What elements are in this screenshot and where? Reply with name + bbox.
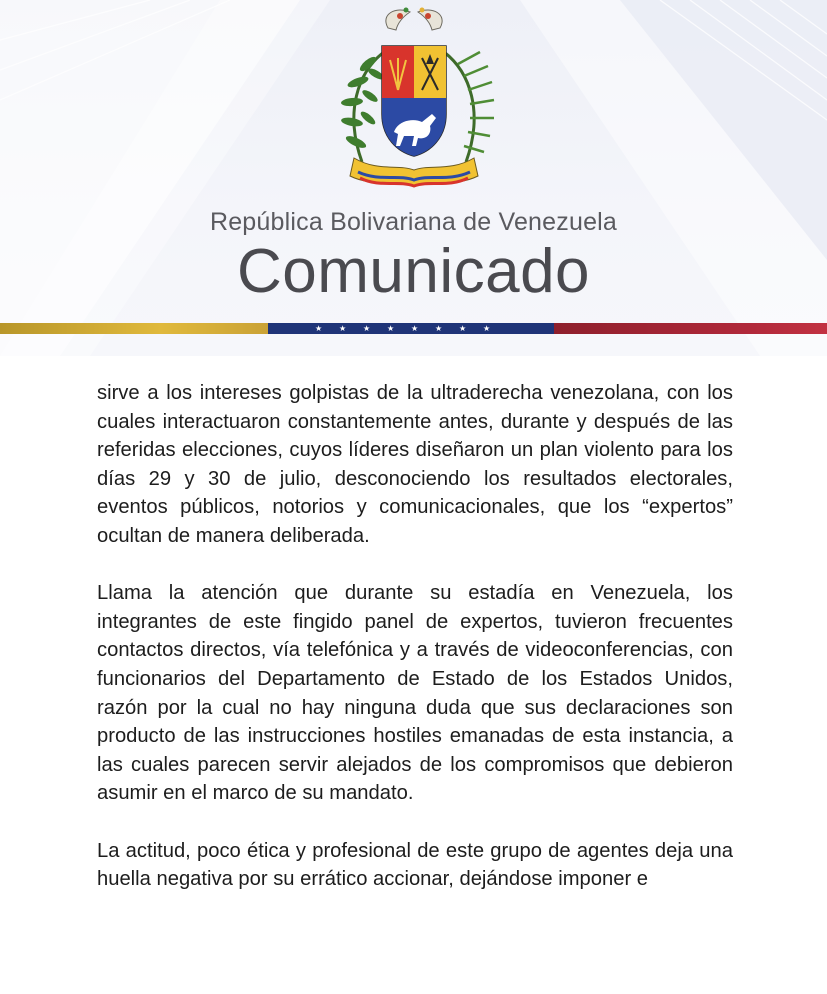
letterhead xyxy=(0,0,827,356)
coat-of-arms-icon xyxy=(318,2,510,198)
flag-red-stripe xyxy=(554,323,827,334)
flag-blue-stripe xyxy=(268,323,554,334)
issuer-subtitle: República Bolivariana de Venezuela xyxy=(209,208,618,236)
star-icon: ★ xyxy=(363,324,371,333)
star-icon: ★ xyxy=(459,324,467,333)
star-icon: ★ xyxy=(315,324,323,333)
document-body xyxy=(97,379,733,894)
star-icon: ★ xyxy=(411,324,419,333)
flag-yellow-stripe xyxy=(0,323,268,334)
flag-color-band xyxy=(0,323,827,334)
star-icon: ★ xyxy=(339,324,347,333)
body-paragraph: sirve a los intereses golpistas de la ultraderecha venezolana, con los cuales interactuaron constantemente antes, durante y después de las referidas elecciones, cuyos líderes diseñaron un plan violento para los días 29 y 30 de julio, desconociendo los resultados electorales, eventos públicos, notorios y comunicacionales, que los “expertos” ocultan de manera deliberada. xyxy=(97,382,733,547)
star-icon: ★ xyxy=(483,324,491,333)
star-icon: ★ xyxy=(435,324,443,333)
star-icon: ★ xyxy=(387,324,395,333)
page-title: Comunicado xyxy=(236,237,591,306)
body-paragraph: Llama la atención que durante su estadía en Venezuela, los integrantes de este fingido panel de expertos, tuvieron frecuentes contactos directos, vía telefónica y a través de videoconferencias, con funcionarios del Departamento de Estado de los Estados Unidos, razón por la cual no hay ninguna duda que sus declaraciones son producto de las instrucciones hostiles emanadas de esta instancia, a las cuales parecen servir alejados de los compromisos que debieron asumir en el marco de su mandato. xyxy=(97,582,733,805)
body-paragraph: La actitud, poco ética y profesional de este grupo de agentes deja una huella negativa por su errático accionar, dejándose imponer e xyxy=(97,839,733,891)
